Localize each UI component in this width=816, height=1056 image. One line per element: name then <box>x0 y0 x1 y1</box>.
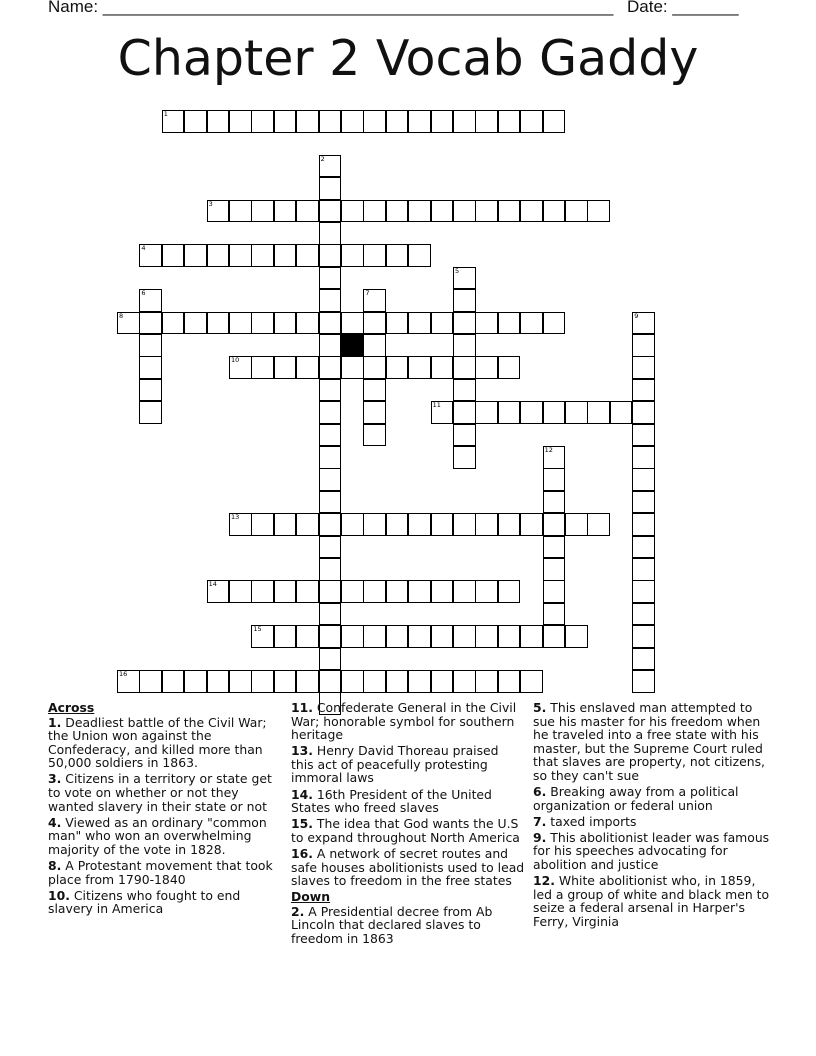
cell-number: 12 <box>544 446 553 454</box>
grid-cell[interactable] <box>319 536 342 559</box>
grid-cell[interactable] <box>453 356 476 379</box>
grid-cell[interactable] <box>408 580 431 603</box>
grid-cell[interactable] <box>319 424 342 447</box>
grid-cell[interactable] <box>632 379 655 402</box>
clue-across-14 <box>291 788 525 815</box>
grid-cell[interactable] <box>229 244 252 267</box>
clue-number: 7. <box>533 813 547 829</box>
clue-across-8 <box>48 859 280 886</box>
grid-cell[interactable] <box>363 334 386 357</box>
grid-cell[interactable] <box>296 625 319 648</box>
clue-number: 9. <box>533 829 547 845</box>
grid-cell[interactable] <box>319 222 342 245</box>
grid-cell[interactable] <box>431 200 454 223</box>
grid-cell[interactable] <box>565 200 588 223</box>
grid-cell[interactable] <box>386 244 409 267</box>
grid-cell[interactable] <box>543 513 566 536</box>
grid-cell[interactable] <box>319 177 342 200</box>
grid-cell[interactable] <box>319 625 342 648</box>
grid-cell[interactable] <box>543 625 566 648</box>
grid-cell[interactable] <box>431 670 454 693</box>
grid-cell[interactable] <box>543 446 566 469</box>
grid-cell[interactable] <box>431 401 454 424</box>
clue-text: Viewed as an ordinary "common man" who won an overwhelming majority of the vote in 1828. <box>48 814 267 857</box>
grid-cell[interactable] <box>251 670 274 693</box>
clue-text: Breaking away from a political organization or federal union <box>533 784 739 813</box>
grid-cell[interactable] <box>207 244 230 267</box>
grid-cell[interactable] <box>632 603 655 626</box>
grid-cell[interactable] <box>587 401 610 424</box>
grid-cell[interactable] <box>453 267 476 290</box>
clue-across-16 <box>291 847 525 888</box>
grid-cell[interactable] <box>475 200 498 223</box>
clues-column-3 <box>533 701 773 931</box>
grid-cell[interactable] <box>274 356 297 379</box>
grid-cell[interactable] <box>475 625 498 648</box>
clue-text: White abolitionist who, in 1859, led a group of white and black men to seize a federal arsenal in Harper's Ferry, Virginia <box>533 873 770 929</box>
grid-cell[interactable] <box>296 200 319 223</box>
grid-cell[interactable] <box>184 244 207 267</box>
grid-cell[interactable] <box>341 356 364 379</box>
clue-number: 13. <box>291 743 313 759</box>
grid-cell[interactable] <box>363 289 386 312</box>
grid-cell[interactable] <box>319 491 342 514</box>
clue-down-7 <box>533 815 773 829</box>
grid-cell[interactable] <box>274 670 297 693</box>
grid-cell[interactable] <box>162 244 185 267</box>
grid-cell[interactable] <box>229 356 252 379</box>
grid-cell[interactable] <box>139 670 162 693</box>
clue-down-6 <box>533 785 773 812</box>
clue-text: The idea that God wants the U.S to expand throughout North America <box>291 816 520 845</box>
grid-cell[interactable] <box>207 200 230 223</box>
grid-cell[interactable] <box>296 513 319 536</box>
grid-cell[interactable] <box>117 312 140 335</box>
grid-cell[interactable] <box>341 200 364 223</box>
grid-cell[interactable] <box>453 200 476 223</box>
grid-cell[interactable] <box>251 356 274 379</box>
clue-across-10 <box>48 889 280 916</box>
grid-cell[interactable] <box>229 200 252 223</box>
grid-cell[interactable] <box>431 312 454 335</box>
grid-cell[interactable] <box>453 446 476 469</box>
cell-number: 9 <box>634 311 639 320</box>
grid-cell[interactable] <box>251 625 274 648</box>
grid-cell[interactable] <box>184 312 207 335</box>
grid-cell[interactable] <box>453 625 476 648</box>
cell-number: 16 <box>119 670 128 678</box>
grid-black-cell <box>341 334 364 357</box>
grid-cell[interactable] <box>431 625 454 648</box>
clues-column-1 <box>48 701 280 918</box>
grid-cell[interactable] <box>498 580 521 603</box>
clue-number: 15. <box>291 816 313 832</box>
grid-cell[interactable] <box>408 200 431 223</box>
grid-cell[interactable] <box>274 200 297 223</box>
grid-cell[interactable] <box>319 648 342 671</box>
grid-cell[interactable] <box>162 110 185 133</box>
cell-number: 10 <box>231 356 240 365</box>
grid-cell[interactable] <box>632 468 655 491</box>
grid-cell[interactable] <box>139 289 162 312</box>
grid-cell[interactable] <box>229 110 252 133</box>
clue-across-15 <box>291 817 525 844</box>
grid-cell[interactable] <box>274 513 297 536</box>
cell-number: 8 <box>119 311 124 320</box>
cell-number: 3 <box>208 199 213 208</box>
grid-cell[interactable] <box>296 670 319 693</box>
grid-cell[interactable] <box>453 379 476 402</box>
grid-cell[interactable] <box>386 200 409 223</box>
grid-cell[interactable] <box>475 356 498 379</box>
clue-down-2 <box>291 905 525 946</box>
cell-number: 1 <box>163 110 168 118</box>
grid-cell[interactable] <box>274 312 297 335</box>
cell-number: 11 <box>432 401 441 410</box>
grid-cell[interactable] <box>632 446 655 469</box>
clue-across-13 <box>291 744 525 785</box>
grid-cell[interactable] <box>431 580 454 603</box>
grid-cell[interactable] <box>543 536 566 559</box>
clue-number: 8. <box>48 858 62 874</box>
clue-across-4 <box>48 816 280 857</box>
grid-cell[interactable] <box>565 401 588 424</box>
grid-cell[interactable] <box>498 401 521 424</box>
grid-cell[interactable] <box>475 312 498 335</box>
grid-cell[interactable] <box>453 513 476 536</box>
grid-cell[interactable] <box>408 513 431 536</box>
grid-cell[interactable] <box>408 356 431 379</box>
cell-number: 14 <box>208 580 217 589</box>
grid-cell[interactable] <box>363 401 386 424</box>
grid-cell[interactable] <box>498 670 521 693</box>
clue-text: A Protestant movement that took place from 1790-1840 <box>48 858 273 887</box>
grid-cell[interactable] <box>229 670 252 693</box>
grid-cell[interactable] <box>319 670 342 693</box>
grid-cell[interactable] <box>319 200 342 223</box>
grid-cell[interactable] <box>229 580 252 603</box>
clue-text: Citizens in a territory or state get to vote on whether or not they wanted slavery in their state or not <box>48 771 272 814</box>
clue-number: 2. <box>291 903 305 919</box>
clue-number: 16. <box>291 845 313 861</box>
grid-cell[interactable] <box>229 312 252 335</box>
cell-number: 4 <box>141 244 146 253</box>
grid-cell[interactable] <box>319 289 342 312</box>
clue-text: Henry David Thoreau praised this act of peacefully protesting immoral laws <box>291 743 499 786</box>
grid-cell[interactable] <box>251 200 274 223</box>
grid-cell[interactable] <box>453 670 476 693</box>
grid-cell[interactable] <box>296 244 319 267</box>
clue-number: 3. <box>48 771 62 787</box>
clue-text: Deadliest battle of the Civil War; the Union won against the Confederacy, and killed more than 50,000 soldiers in 1863. <box>48 714 267 771</box>
grid-cell[interactable] <box>363 244 386 267</box>
grid-cell[interactable] <box>117 670 140 693</box>
grid-cell[interactable] <box>520 312 543 335</box>
grid-cell[interactable] <box>363 200 386 223</box>
grid-cell[interactable] <box>408 244 431 267</box>
grid-cell[interactable] <box>408 110 431 133</box>
grid-cell[interactable] <box>565 513 588 536</box>
grid-cell[interactable] <box>543 558 566 581</box>
grid-cell[interactable] <box>319 267 342 290</box>
grid-cell[interactable] <box>475 401 498 424</box>
grid-cell[interactable] <box>184 670 207 693</box>
grid-cell[interactable] <box>207 312 230 335</box>
grid-cell[interactable] <box>207 670 230 693</box>
cell-number: 13 <box>231 513 240 522</box>
grid-cell[interactable] <box>139 356 162 379</box>
grid-cell[interactable] <box>363 670 386 693</box>
grid-cell[interactable] <box>319 401 342 424</box>
grid-cell[interactable] <box>520 670 543 693</box>
grid-cell[interactable] <box>543 110 566 133</box>
grid-cell[interactable] <box>453 289 476 312</box>
clue-down-9 <box>533 831 773 872</box>
grid-cell[interactable] <box>341 625 364 648</box>
grid-cell[interactable] <box>251 513 274 536</box>
grid-cell[interactable] <box>431 513 454 536</box>
grid-cell[interactable] <box>543 491 566 514</box>
grid-cell[interactable] <box>319 513 342 536</box>
grid-cell[interactable] <box>139 244 162 267</box>
grid-cell[interactable] <box>632 356 655 379</box>
grid-cell[interactable] <box>319 155 342 178</box>
grid-cell[interactable] <box>632 312 655 335</box>
grid-cell[interactable] <box>251 110 274 133</box>
clue-text: A network of secret routes and safe houses abolitionists used to lead slaves to freedom in the free states <box>291 845 525 889</box>
grid-cell[interactable] <box>610 401 633 424</box>
grid-cell[interactable] <box>139 334 162 357</box>
grid-cell[interactable] <box>408 312 431 335</box>
clue-text: taxed imports <box>550 813 637 829</box>
name-field-label[interactable]: Name: ______________________________________________________ <box>48 0 614 16</box>
grid-cell[interactable] <box>408 625 431 648</box>
grid-cell[interactable] <box>363 312 386 335</box>
down-heading: Down <box>291 889 331 905</box>
grid-cell[interactable] <box>520 401 543 424</box>
grid-cell[interactable] <box>341 580 364 603</box>
grid-cell[interactable] <box>363 513 386 536</box>
cell-number: 2 <box>320 154 325 163</box>
grid-cell[interactable] <box>319 446 342 469</box>
grid-cell[interactable] <box>453 334 476 357</box>
grid-cell[interactable] <box>498 356 521 379</box>
clue-number: 6. <box>533 784 547 800</box>
grid-cell[interactable] <box>296 580 319 603</box>
grid-cell[interactable] <box>587 513 610 536</box>
grid-cell[interactable] <box>632 334 655 357</box>
grid-cell[interactable] <box>543 603 566 626</box>
grid-cell[interactable] <box>251 312 274 335</box>
clue-down-12 <box>533 874 773 928</box>
grid-cell[interactable] <box>632 401 655 424</box>
grid-cell[interactable] <box>139 312 162 335</box>
grid-cell[interactable] <box>587 200 610 223</box>
grid-cell[interactable] <box>498 513 521 536</box>
grid-cell[interactable] <box>341 670 364 693</box>
grid-cell[interactable] <box>475 580 498 603</box>
grid-cell[interactable] <box>431 110 454 133</box>
grid-cell[interactable] <box>319 379 342 402</box>
cell-number: 6 <box>141 289 146 298</box>
grid-cell[interactable] <box>386 110 409 133</box>
grid-cell[interactable] <box>319 244 342 267</box>
across-heading: Across <box>48 700 95 715</box>
grid-cell[interactable] <box>632 648 655 671</box>
grid-cell[interactable] <box>363 580 386 603</box>
grid-cell[interactable] <box>543 401 566 424</box>
grid-cell[interactable] <box>453 424 476 447</box>
grid-cell[interactable] <box>543 200 566 223</box>
grid-cell[interactable] <box>319 603 342 626</box>
clue-number: 12. <box>533 873 555 889</box>
grid-cell[interactable] <box>520 625 543 648</box>
grid-cell[interactable] <box>319 356 342 379</box>
grid-cell[interactable] <box>162 312 185 335</box>
grid-cell[interactable] <box>296 356 319 379</box>
grid-cell[interactable] <box>498 625 521 648</box>
clue-across-3 <box>48 772 280 813</box>
grid-cell[interactable] <box>453 580 476 603</box>
grid-cell[interactable] <box>184 110 207 133</box>
grid-cell[interactable] <box>251 580 274 603</box>
grid-cell[interactable] <box>363 424 386 447</box>
grid-cell[interactable] <box>139 401 162 424</box>
grid-cell[interactable] <box>207 580 230 603</box>
grid-cell[interactable] <box>341 513 364 536</box>
clue-number: 5. <box>533 700 547 715</box>
cell-number: 7 <box>365 289 370 298</box>
clue-number: 14. <box>291 786 313 802</box>
grid-cell[interactable] <box>363 110 386 133</box>
clue-text: 16th President of the United States who freed slaves <box>291 786 492 816</box>
grid-cell[interactable] <box>565 625 588 648</box>
grid-cell[interactable] <box>475 513 498 536</box>
grid-cell[interactable] <box>520 513 543 536</box>
grid-cell[interactable] <box>341 312 364 335</box>
grid-cell[interactable] <box>251 244 274 267</box>
grid-cell[interactable] <box>632 424 655 447</box>
grid-cell[interactable] <box>363 356 386 379</box>
grid-cell[interactable] <box>296 312 319 335</box>
grid-cell[interactable] <box>632 625 655 648</box>
grid-cell[interactable] <box>520 110 543 133</box>
clue-number: 11. <box>291 700 313 715</box>
grid-cell[interactable] <box>319 334 342 357</box>
cell-number: 5 <box>455 266 460 275</box>
clue-text: This abolitionist leader was famous for his speeches advocating for abolition and justice <box>533 829 770 873</box>
clues-column-2 <box>291 701 525 948</box>
grid-cell[interactable] <box>632 670 655 693</box>
clue-text: This enslaved man attempted to sue his master for his freedom when he traveled into a free state with his master, but the Supreme Court ruled that slaves are property, not citizens, so they can't sue <box>533 700 765 783</box>
clue-across-1 <box>48 716 280 770</box>
grid-cell[interactable] <box>207 110 230 133</box>
clue-across-11 <box>291 701 525 742</box>
grid-cell[interactable] <box>274 244 297 267</box>
grid-cell[interactable] <box>319 558 342 581</box>
grid-cell[interactable] <box>386 356 409 379</box>
grid-cell[interactable] <box>453 401 476 424</box>
clue-number: 10. <box>48 887 70 903</box>
clue-down-5 <box>533 701 773 783</box>
grid-cell[interactable] <box>162 670 185 693</box>
grid-cell[interactable] <box>274 625 297 648</box>
grid-cell[interactable] <box>139 379 162 402</box>
grid-cell[interactable] <box>543 312 566 335</box>
grid-cell[interactable] <box>229 513 252 536</box>
clue-text: Citizens who fought to end slavery in America <box>48 887 241 917</box>
grid-cell[interactable] <box>453 312 476 335</box>
grid-cell[interactable] <box>386 312 409 335</box>
grid-cell[interactable] <box>319 468 342 491</box>
grid-cell[interactable] <box>386 670 409 693</box>
grid-cell[interactable] <box>274 580 297 603</box>
grid-cell[interactable] <box>363 379 386 402</box>
cell-number: 15 <box>253 625 262 634</box>
grid-cell[interactable] <box>543 468 566 491</box>
clue-text: A Presidential decree from Ab Lincoln that declared slaves to freedom in 1863 <box>291 903 493 946</box>
grid-cell[interactable] <box>632 558 655 581</box>
grid-cell[interactable] <box>431 356 454 379</box>
grid-cell[interactable] <box>520 200 543 223</box>
grid-cell[interactable] <box>296 110 319 133</box>
grid-cell[interactable] <box>475 670 498 693</box>
clue-number: 4. <box>48 814 62 830</box>
grid-cell[interactable] <box>498 312 521 335</box>
grid-cell[interactable] <box>319 580 342 603</box>
date-field-label[interactable]: Date: _______ <box>627 0 739 16</box>
grid-cell[interactable] <box>319 312 342 335</box>
grid-cell[interactable] <box>632 536 655 559</box>
grid-cell[interactable] <box>475 110 498 133</box>
grid-cell[interactable] <box>386 580 409 603</box>
grid-cell[interactable] <box>632 513 655 536</box>
grid-cell[interactable] <box>498 110 521 133</box>
clue-text: Confederate General in the Civil War; honorable symbol for southern heritage <box>291 700 517 743</box>
grid-cell[interactable] <box>341 110 364 133</box>
grid-cell[interactable] <box>386 625 409 648</box>
clue-number: 1. <box>48 714 62 730</box>
grid-cell[interactable] <box>498 200 521 223</box>
grid-cell[interactable] <box>632 580 655 603</box>
grid-cell[interactable] <box>453 110 476 133</box>
grid-cell[interactable] <box>632 491 655 514</box>
grid-cell[interactable] <box>319 110 342 133</box>
grid-cell[interactable] <box>274 110 297 133</box>
grid-cell[interactable] <box>386 513 409 536</box>
grid-cell[interactable] <box>408 670 431 693</box>
grid-cell[interactable] <box>363 625 386 648</box>
grid-cell[interactable] <box>341 244 364 267</box>
grid-cell[interactable] <box>543 580 566 603</box>
page-title: Chapter 2 Vocab Gaddy <box>117 30 699 87</box>
